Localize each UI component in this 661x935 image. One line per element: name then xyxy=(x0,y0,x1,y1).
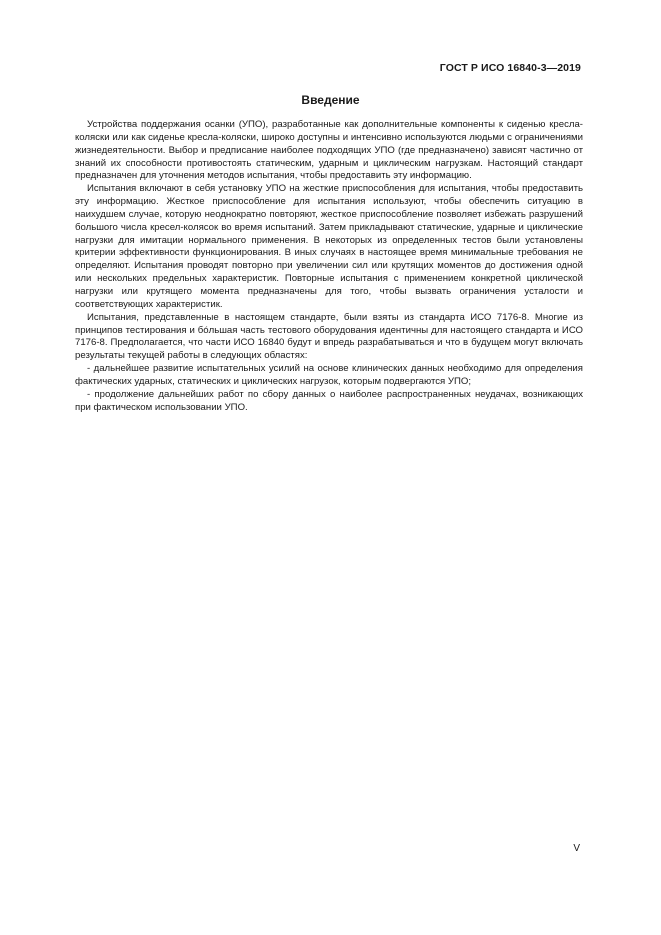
document-header: ГОСТ Р ИСО 16840-3—2019 xyxy=(439,62,581,74)
list-item-2: - продолжение дальнейших работ по сбору данных о наиболее распространенных неудачах, возникающих при фактическом использовании УПО. xyxy=(75,388,583,413)
list-item-1: - дальнейшее развитие испытательных усилий на основе клинических данных необходимо для определения фактических ударных, статических и циклических нагрузок, которым подвергаются УПО; xyxy=(75,363,583,387)
section-title: Введение xyxy=(301,93,360,107)
paragraph-2: Испытания включают в себя установку УПО на жесткие приспособления для испытания, чтобы предоставить эту информацию. Жесткое приспособление для испытания используют, чтобы обеспечить ситуацию в наихудшем случае, которую неоднократно повторяют, жесткое приспособление позволяет избежать разрушений большого числа кресел-колясок во время испытаний. Затем прикладывают статические, ударные и циклические нагрузки для имитации нормального применения. В некоторых из определенных тестов были установлены критерии эффективности функционирования. В иных случаях в настоящее время минимальные требования не определяют. Испытания проводят повторно при увеличении сил или крутящих моментов до достижения одной или нескольких предельных характеристик. Повторные испытания с применением конкретной циклической нагрузки или крутящего момента предназначены для того, чтобы вызвать ограничения усталости и соответствующих характеристик. xyxy=(75,183,583,310)
paragraph-3: Испытания, представленные в настоящем стандарте, были взяты из стандарта ИСО 7176-8. Многие из принципов тестирования и бóльшая часть тестового оборудования идентичны для настоящего стандарта и ИСО 7176-8. Предполагается, что части ИСО 16840 будут и впредь разрабатываться и что в будущем могут включать результаты текущей работы в следующих областях: xyxy=(75,311,583,362)
body-text xyxy=(75,119,583,414)
page-number: V xyxy=(573,843,580,854)
paragraph-1: Устройства поддержания осанки (УПО), разработанные как дополнительные компоненты к сиденью кресла-коляски или как сиденье кресла-коляски, широко доступны и интенсивно используются людьми с ограничениями жизнедеятельности. Выбор и предписание наиболее подходящих УПО (где предназначено) зависят частично от знаний их способности противостоять статическим, ударным и циклическим нагрузкам. Настоящий стандарт предназначен для уточнения методов испытания, чтобы предоставить эту информацию. xyxy=(75,119,583,182)
